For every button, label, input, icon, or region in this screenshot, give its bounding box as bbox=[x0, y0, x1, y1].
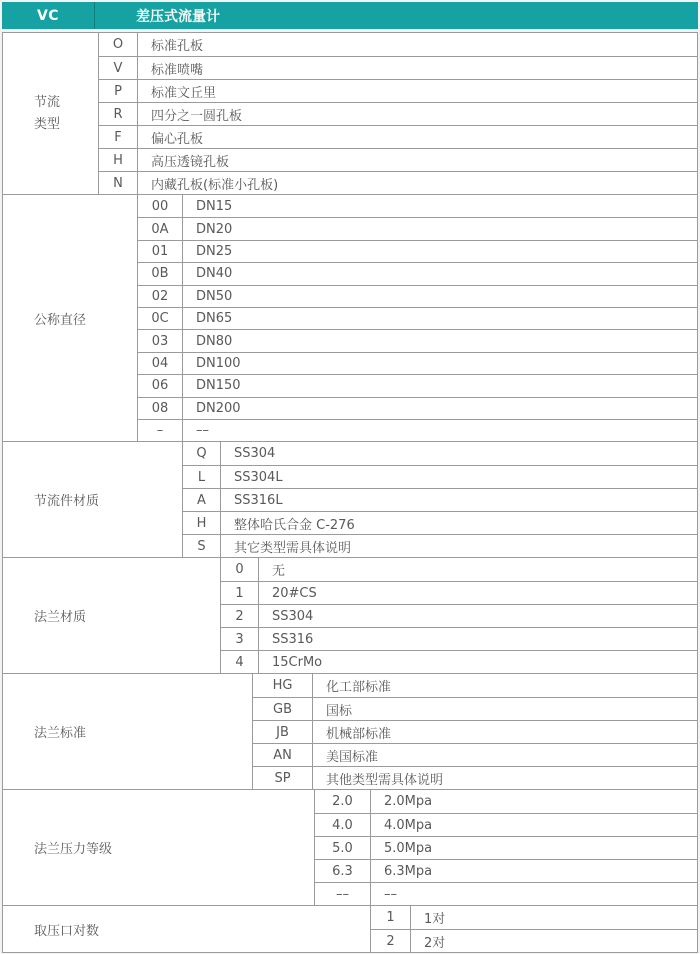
code-cell: – bbox=[138, 420, 183, 441]
value-cell: 偏心孔板 bbox=[151, 131, 204, 147]
section-label bbox=[3, 195, 138, 441]
value-cell: SS304 bbox=[234, 446, 276, 462]
table-row bbox=[138, 397, 697, 419]
value-cell: DN65 bbox=[196, 311, 233, 327]
value-cell: 标准喷嘴 bbox=[151, 62, 204, 78]
section-label-text: 法兰压力等级 bbox=[34, 842, 113, 858]
code-cell: L bbox=[183, 466, 221, 488]
code-cell: 0A bbox=[138, 218, 183, 239]
table-row bbox=[253, 674, 697, 697]
model-code-cell: VC bbox=[2, 2, 95, 29]
table-row bbox=[253, 697, 697, 720]
code-cell: HG bbox=[253, 674, 313, 697]
table-row bbox=[315, 836, 697, 859]
value-cell: 标准文丘里 bbox=[151, 85, 217, 101]
section-label-text: 取压口对数 bbox=[34, 923, 100, 939]
table-row bbox=[221, 558, 697, 581]
section-rows bbox=[99, 33, 697, 194]
spec-table-body bbox=[2, 32, 698, 953]
value-cell: SS316L bbox=[234, 492, 283, 508]
product-name-cell: 差压式流量计 bbox=[136, 8, 220, 25]
section-label-text: 法兰标准 bbox=[34, 726, 87, 742]
section-throttle-type bbox=[3, 33, 697, 194]
section-label bbox=[3, 790, 315, 905]
value-cell: 15CrMo bbox=[272, 654, 323, 670]
code-cell: –– bbox=[315, 883, 371, 905]
table-row bbox=[221, 581, 697, 604]
table-row bbox=[138, 195, 697, 217]
table-row bbox=[138, 419, 697, 441]
section-rows bbox=[138, 195, 697, 441]
table-row bbox=[183, 442, 697, 465]
table-row bbox=[183, 534, 697, 557]
code-cell: V bbox=[99, 57, 138, 79]
table-row bbox=[253, 720, 697, 743]
value-cell: 其他类型需具体说明 bbox=[326, 772, 444, 788]
table-row bbox=[183, 465, 697, 488]
section-label-text: 公称直径 bbox=[34, 312, 87, 328]
section-label bbox=[3, 906, 371, 952]
table-row bbox=[315, 859, 697, 882]
code-cell: GB bbox=[253, 698, 313, 720]
table-row bbox=[183, 488, 697, 511]
code-cell: H bbox=[99, 149, 138, 171]
table-row bbox=[99, 56, 697, 79]
code-cell: 2 bbox=[371, 930, 411, 952]
value-cell: 2.0Mpa bbox=[384, 794, 433, 810]
value-cell: SS316 bbox=[272, 631, 314, 647]
code-cell: 4 bbox=[221, 651, 259, 673]
value-cell: SS304L bbox=[234, 469, 283, 485]
code-cell: 08 bbox=[138, 398, 183, 419]
code-cell: O bbox=[99, 33, 138, 56]
code-cell: S bbox=[183, 535, 221, 557]
code-cell: 0B bbox=[138, 263, 183, 284]
code-cell: SP bbox=[253, 767, 313, 789]
code-cell: 2 bbox=[221, 605, 259, 627]
table-row bbox=[99, 171, 697, 194]
section-nominal-diameter bbox=[3, 194, 697, 441]
code-cell: 00 bbox=[138, 195, 183, 217]
section-label bbox=[3, 33, 99, 194]
value-cell: DN50 bbox=[196, 288, 233, 304]
section-rows bbox=[183, 442, 697, 557]
table-row bbox=[315, 882, 697, 905]
table-row bbox=[138, 352, 697, 374]
value-cell: –– bbox=[196, 423, 209, 439]
value-cell: 5.0Mpa bbox=[384, 840, 433, 856]
table-row bbox=[253, 743, 697, 766]
table-row bbox=[371, 906, 697, 929]
code-cell: 5.0 bbox=[315, 837, 371, 859]
table-row bbox=[221, 604, 697, 627]
value-cell: SS304 bbox=[272, 608, 314, 624]
table-row bbox=[315, 813, 697, 836]
table-row bbox=[99, 79, 697, 102]
table-row bbox=[183, 511, 697, 534]
section-rows bbox=[371, 906, 697, 952]
value-cell: –– bbox=[384, 886, 397, 902]
code-cell: Q bbox=[183, 442, 221, 465]
table-row bbox=[138, 374, 697, 396]
code-cell: AN bbox=[253, 744, 313, 766]
value-cell: 内藏孔板(标准小孔板) bbox=[151, 177, 279, 193]
code-cell: P bbox=[99, 80, 138, 102]
value-cell: DN15 bbox=[196, 198, 233, 214]
value-cell: 整体哈氏合金 C-276 bbox=[234, 517, 355, 533]
code-cell: 0 bbox=[221, 558, 259, 581]
code-cell: 06 bbox=[138, 375, 183, 396]
value-cell: 1对 bbox=[424, 912, 446, 928]
table-row bbox=[138, 307, 697, 329]
section-label-text: 法兰材质 bbox=[34, 610, 87, 626]
table-row bbox=[221, 627, 697, 650]
section-label-text: 节流类型 bbox=[34, 95, 61, 132]
value-cell: 6.3Mpa bbox=[384, 863, 433, 879]
table-row bbox=[138, 329, 697, 351]
code-cell: 02 bbox=[138, 286, 183, 307]
value-cell: 四分之一圆孔板 bbox=[151, 108, 243, 124]
table-row bbox=[315, 790, 697, 813]
code-cell: A bbox=[183, 489, 221, 511]
section-rows bbox=[253, 674, 697, 789]
value-cell: DN25 bbox=[196, 243, 233, 259]
value-cell: 4.0Mpa bbox=[384, 817, 433, 833]
code-cell: 01 bbox=[138, 241, 183, 262]
table-row bbox=[99, 33, 697, 56]
value-cell: 美国标准 bbox=[326, 749, 379, 765]
section-label bbox=[3, 558, 221, 673]
code-cell: H bbox=[183, 512, 221, 534]
value-cell: DN40 bbox=[196, 266, 233, 282]
section-pressure-tap-pairs bbox=[3, 905, 697, 952]
code-cell: 1 bbox=[371, 906, 411, 929]
section-rows bbox=[221, 558, 697, 673]
value-cell: 20#CS bbox=[272, 585, 317, 601]
value-cell: 机械部标准 bbox=[326, 726, 392, 742]
code-cell: 03 bbox=[138, 330, 183, 351]
section-flange-material bbox=[3, 557, 697, 673]
section-label bbox=[3, 442, 183, 557]
value-cell: 标准孔板 bbox=[151, 39, 204, 54]
code-cell: R bbox=[99, 103, 138, 125]
table-row bbox=[138, 240, 697, 262]
code-cell: N bbox=[99, 172, 138, 194]
code-cell: 0C bbox=[138, 308, 183, 329]
value-cell: DN200 bbox=[196, 400, 241, 416]
code-cell: JB bbox=[253, 721, 313, 743]
code-cell: 1 bbox=[221, 582, 259, 604]
code-cell: 3 bbox=[221, 628, 259, 650]
table-row bbox=[253, 766, 697, 789]
code-cell: 4.0 bbox=[315, 814, 371, 836]
table-row bbox=[99, 125, 697, 148]
table-header bbox=[2, 2, 698, 29]
table-row bbox=[99, 102, 697, 125]
table-row bbox=[138, 262, 697, 284]
value-cell: DN80 bbox=[196, 333, 233, 349]
value-cell: DN20 bbox=[196, 221, 233, 237]
table-row bbox=[138, 285, 697, 307]
selection-table bbox=[2, 2, 698, 953]
section-label-text: 节流件材质 bbox=[34, 494, 100, 510]
value-cell: DN150 bbox=[196, 378, 241, 394]
table-row bbox=[221, 650, 697, 673]
section-flange-pressure-rating bbox=[3, 789, 697, 905]
code-cell: 04 bbox=[138, 353, 183, 374]
value-cell: 2对 bbox=[424, 935, 446, 951]
section-label bbox=[3, 674, 253, 789]
section-rows bbox=[315, 790, 697, 905]
table-row bbox=[138, 217, 697, 239]
table-row bbox=[371, 929, 697, 952]
value-cell: 化工部标准 bbox=[326, 680, 392, 696]
code-cell: F bbox=[99, 126, 138, 148]
value-cell: 高压透镜孔板 bbox=[151, 154, 230, 170]
section-throttle-material bbox=[3, 441, 697, 557]
code-cell: 6.3 bbox=[315, 860, 371, 882]
code-cell: 2.0 bbox=[315, 790, 371, 813]
value-cell: 其它类型需具体说明 bbox=[234, 540, 352, 556]
value-cell: 国标 bbox=[326, 703, 353, 719]
value-cell: DN100 bbox=[196, 355, 241, 371]
section-flange-standard bbox=[3, 673, 697, 789]
table-row bbox=[99, 148, 697, 171]
value-cell: 无 bbox=[272, 564, 286, 580]
